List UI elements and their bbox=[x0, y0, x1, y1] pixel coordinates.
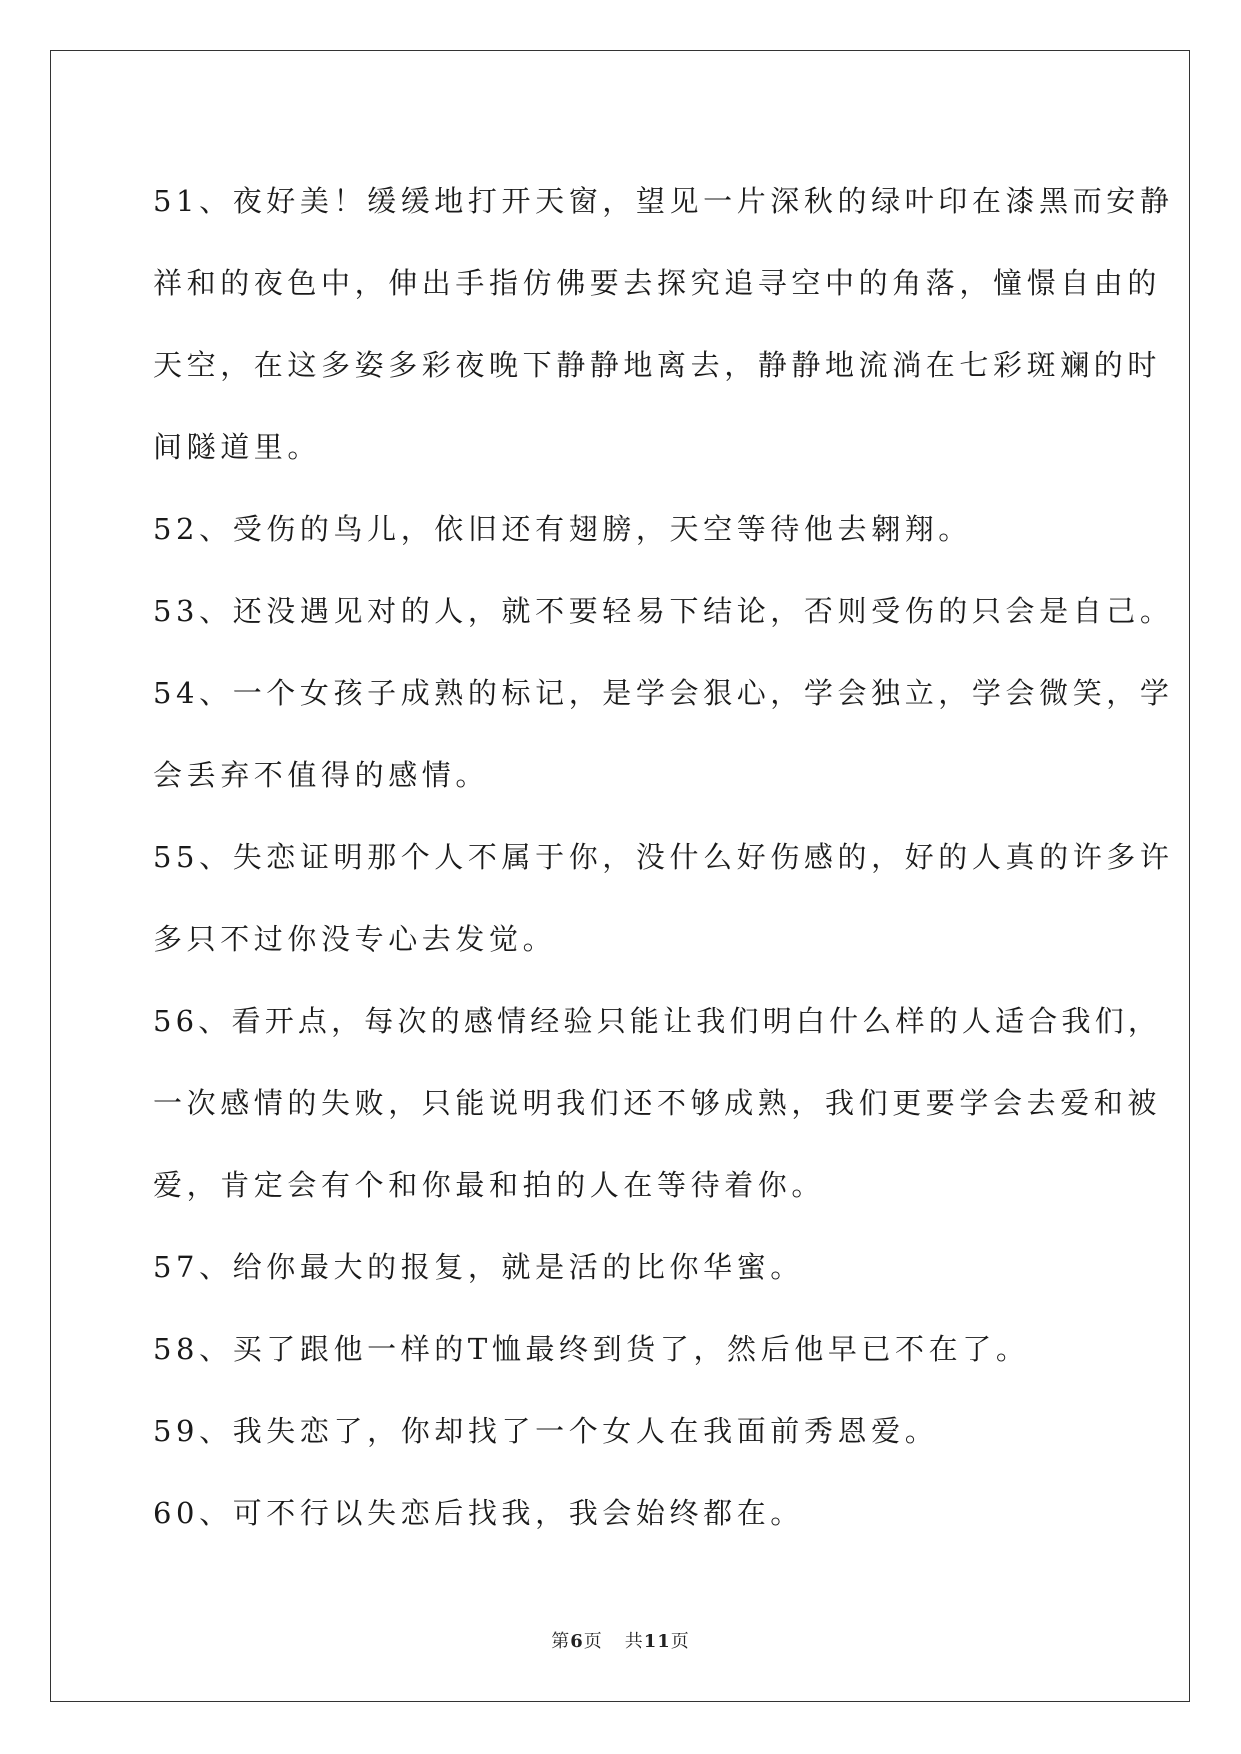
text-line: 会丢弃不值得的感情。 bbox=[153, 758, 490, 792]
text-line: 祥和的夜色中，伸出手指仿佛要去探究追寻空中的角落，憧憬自由的 bbox=[153, 266, 1162, 300]
current-page: 6 bbox=[570, 1631, 584, 1652]
text-line: 54、一个女孩子成熟的标记，是学会狠心，学会独立，学会微笑，学 bbox=[153, 676, 1174, 710]
document-body bbox=[153, 160, 1174, 1554]
text-line: 一次感情的失败，只能说明我们还不够成熟，我们更要学会去爱和被 bbox=[153, 1086, 1162, 1120]
page-total bbox=[625, 1631, 690, 1652]
text-line: 天空，在这多姿多彩夜晚下静静地离去，静静地流淌在七彩斑斓的时 bbox=[153, 348, 1162, 382]
total-pages: 11 bbox=[643, 1631, 671, 1652]
text-line: 间隧道里。 bbox=[153, 430, 322, 464]
page-footer bbox=[0, 1627, 1241, 1653]
text-line: 59、我失恋了，你却找了一个女人在我面前秀恩爱。 bbox=[153, 1414, 939, 1448]
total-suffix: 页 bbox=[670, 1631, 690, 1652]
text-line: 多只不过你没专心去发觉。 bbox=[153, 922, 557, 956]
text-line: 爱，肯定会有个和你最和拍的人在等待着你。 bbox=[153, 1168, 826, 1202]
text-line: 57、给你最大的报复，就是活的比你华蜜。 bbox=[153, 1250, 804, 1284]
text-line: 58、买了跟他一样的T恤最终到货了，然后他早已不在了。 bbox=[153, 1332, 1030, 1366]
page-suffix: 页 bbox=[583, 1631, 603, 1652]
page-number bbox=[551, 1631, 603, 1652]
text-line: 55、失恋证明那个人不属于你，没什么好伤感的，好的人真的许多许 bbox=[153, 840, 1174, 874]
text-line: 53、还没遇见对的人，就不要轻易下结论，否则受伤的只会是自己。 bbox=[153, 594, 1174, 628]
text-line: 51、夜好美！缓缓地打开天窗，望见一片深秋的绿叶印在漆黑而安静 bbox=[153, 184, 1174, 218]
text-line: 60、可不行以失恋后找我，我会始终都在。 bbox=[153, 1496, 804, 1530]
total-prefix: 共 bbox=[624, 1631, 644, 1652]
text-line: 52、受伤的鸟儿，依旧还有翅膀，天空等待他去翱翔。 bbox=[153, 512, 972, 546]
page-prefix: 第 bbox=[551, 1631, 571, 1652]
text-line: 56、看开点，每次的感情经验只能让我们明白什么样的人适合我们， bbox=[153, 1004, 1162, 1038]
